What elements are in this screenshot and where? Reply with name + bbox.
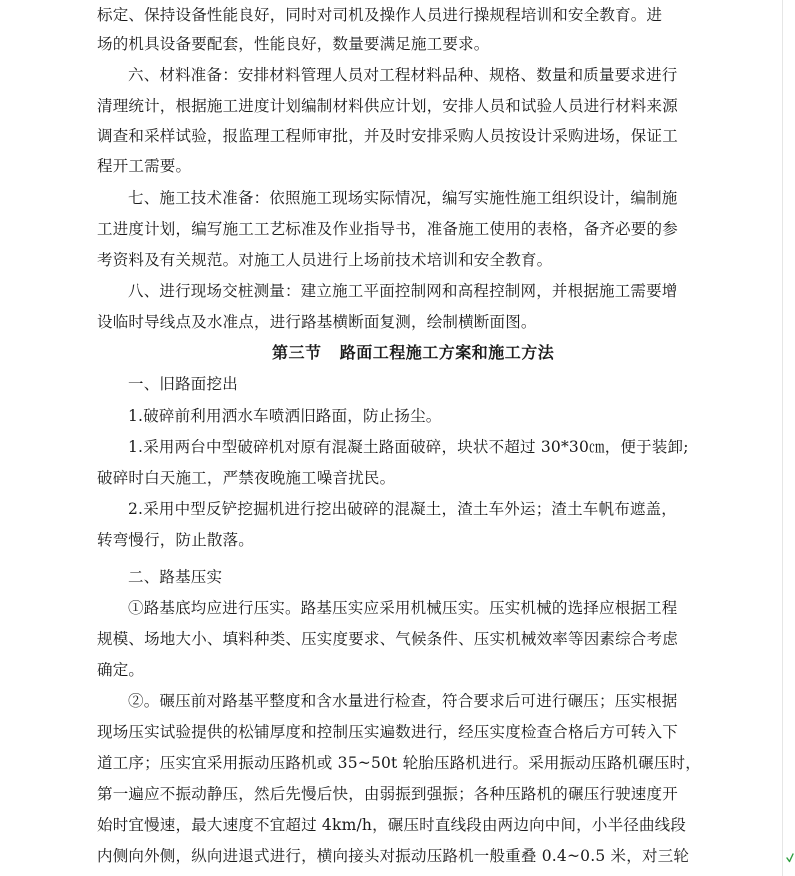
text-line: 现场压实试验提供的松铺厚度和控制压实遍数进行，经压实度检查合格后方可转入下 — [97, 723, 678, 741]
text-line: 六、材料准备：安排材料管理人员对工程材料品种、规格、数量和质量要求进行 — [128, 66, 678, 84]
text-line: 2.采用中型反铲挖掘机进行挖出破碎的混凝土，渣土车外运；渣土车帆布遮盖， — [128, 500, 677, 518]
text-line: 七、施工技术准备：依照施工现场实际情况，编写实施性施工组织设计，编制施 — [128, 189, 678, 207]
text-line: ②。碾压前对路基平整度和含水量进行检查，符合要求后可进行碾压；压实根据 — [128, 692, 678, 710]
text-line: 标定、保持设备性能良好，同时对司机及操作人员进行操规程培训和安全教育。进 — [97, 6, 663, 24]
subsection-heading: 二、路基压实 — [128, 568, 223, 586]
text-line: 道工序；压实宜采用振动压路机或 35~50t 轮胎压路机进行。采用振动压路机碾压时， — [97, 754, 701, 772]
text-line: 1.采用两台中型破碎机对原有混凝土路面破碎，块状不超过 30*30㎝，便于装卸; — [128, 438, 689, 456]
text-line: 1.破碎前利用洒水车喷洒旧路面，防止扬尘。 — [128, 407, 442, 425]
text-line: 调查和采样试验，报监理工程师审批，并及时安排采购人员按设计采购进场，保证工 — [97, 127, 678, 145]
text-line: 程开工需要。 — [97, 157, 192, 175]
text-line: 规模、场地大小、填料种类、压实度要求、气候条件、压实机械效率等因素综合考虑 — [97, 630, 678, 648]
green-check-icon — [786, 853, 794, 863]
text-line: 始时宜慢速，最大速度不宜超过 4km/h，碾压时直线段由两边向中间，小半径曲线段 — [97, 816, 687, 834]
subsection-heading: 一、旧路面挖出 — [128, 375, 238, 393]
text-line: 破碎时白天施工，严禁夜晚施工噪音扰民。 — [97, 469, 396, 487]
text-line: 清理统计，根据施工进度计划编制材料供应计划，安排人员和试验人员进行材料来源 — [97, 97, 678, 115]
text-line: 工进度计划，编写施工工艺标准及作业指导书，准备施工使用的表格，备齐必要的参 — [97, 220, 678, 238]
text-line: 转弯慢行，防止散落。 — [97, 531, 255, 549]
text-line: 内侧向外侧，纵向进退式进行，横向接头对振动压路机一般重叠 0.4~0.5 米，对三轮 — [97, 847, 690, 865]
page-margin-line — [782, 0, 783, 876]
text-line: 确定。 — [97, 661, 145, 679]
section-heading: 第三节 路面工程施工方案和施工方法 — [272, 343, 555, 362]
text-line: ①路基底均应进行压实。路基压实应采用机械压实。压实机械的选择应根据工程 — [128, 599, 678, 617]
text-line: 设临时导线点及水准点，进行路基横断面复测，绘制横断面图。 — [97, 313, 537, 331]
text-line: 第一遍应不振动静压，然后先慢后快，由弱振到强振；各种压路机的碾压行驶速度开 — [97, 785, 678, 803]
text-line: 考资料及有关规范。对施工人员进行上场前技术培训和安全教育。 — [97, 251, 553, 269]
text-line: 八、进行现场交桩测量：建立施工平面控制网和高程控制网，并根据施工需要增 — [128, 282, 678, 300]
text-line: 场的机具设备要配套，性能良好，数量要满足施工要求。 — [97, 35, 490, 53]
